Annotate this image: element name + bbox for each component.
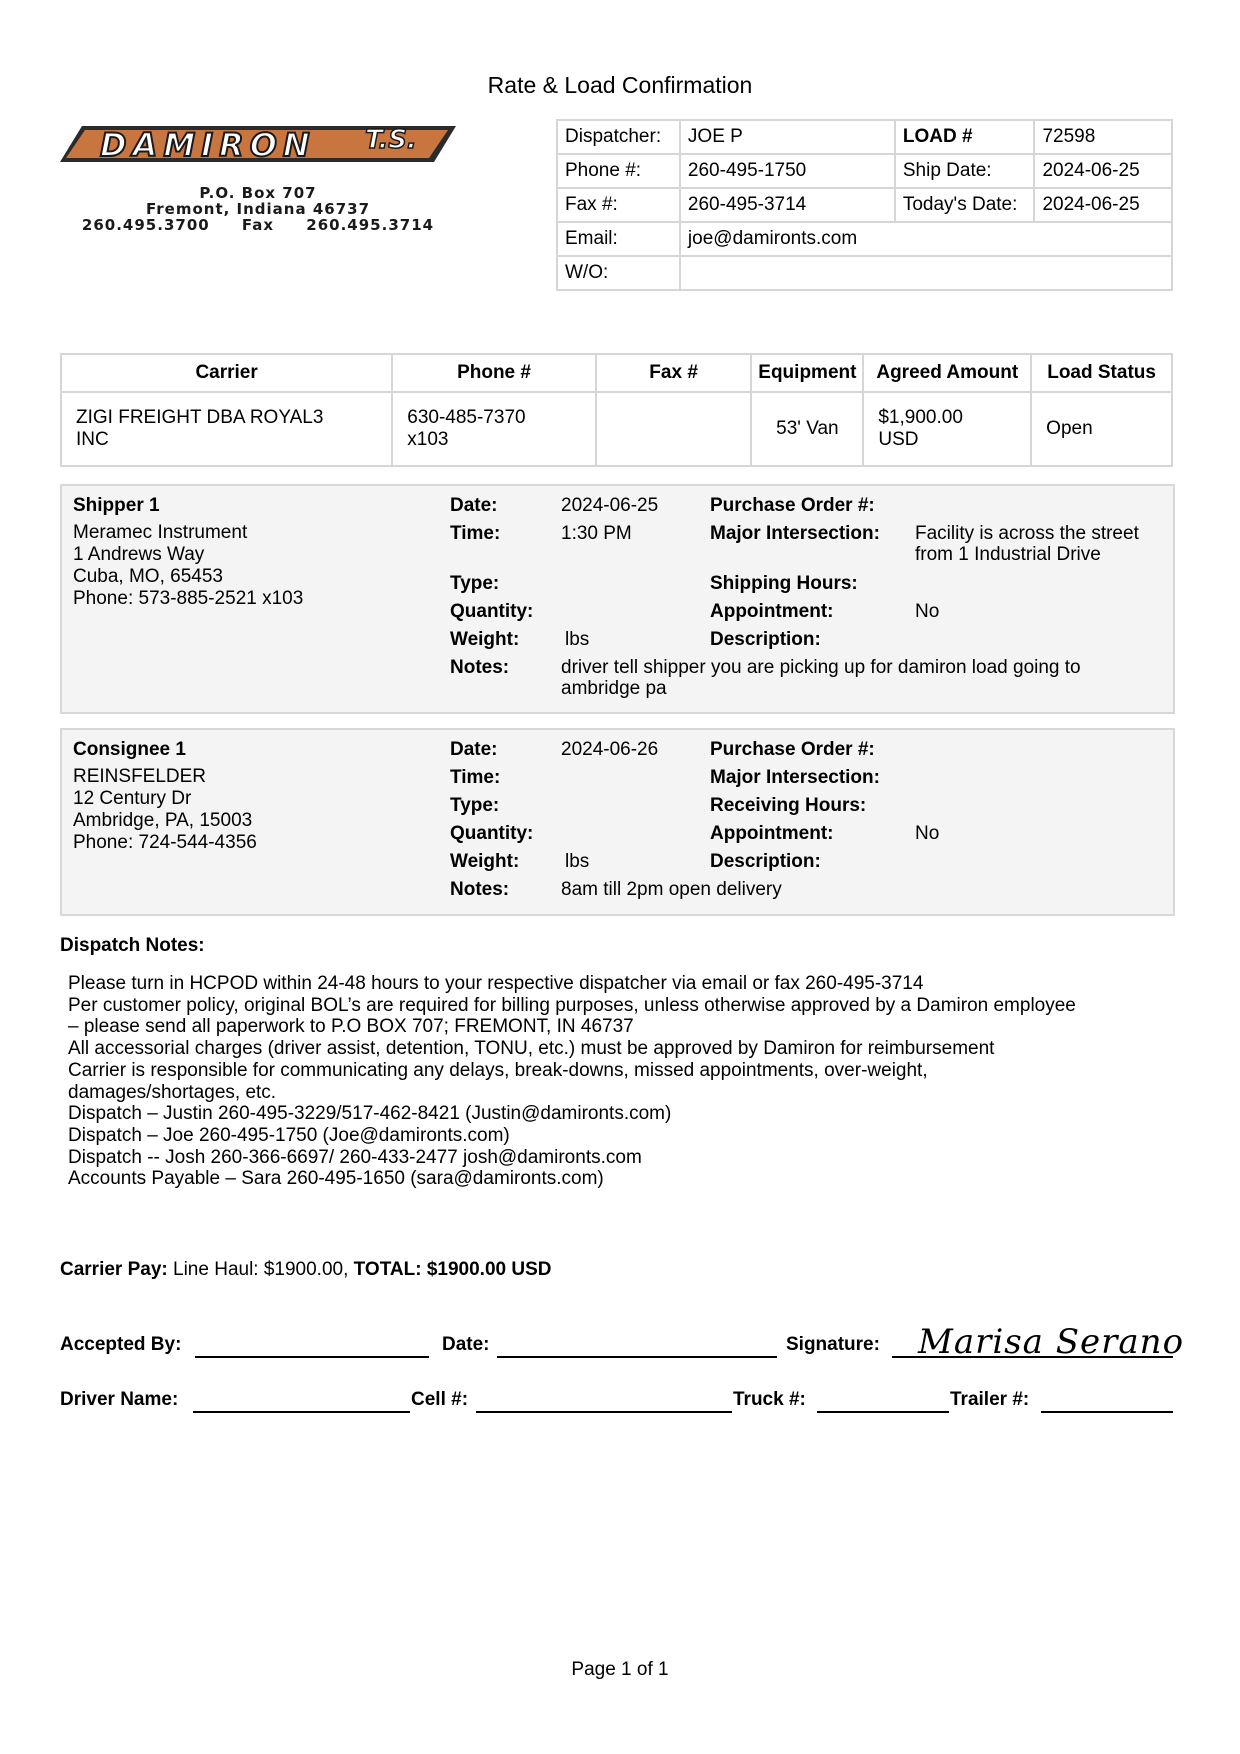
accept-date-label: Date: (442, 1334, 490, 1355)
column-header: Equipment (751, 354, 863, 392)
consignee-address (73, 766, 257, 854)
damiron-logo-icon (60, 118, 456, 184)
dispatch-note-line: Accounts Payable – Sara 260-495-1650 (sara@damironts.com) (68, 1168, 604, 1190)
consignee-date-label: Date: (450, 739, 498, 760)
shipper-notes-label: Notes: (450, 657, 510, 678)
logo-phones: 260.495.3700 Fax 260.495.3714 (81, 216, 435, 234)
dispatch-note-line: Carrier is responsible for communicating any delays, break-downs, missed appointments, over-weight, (68, 1059, 928, 1081)
shipper-weight-label: Weight: (450, 629, 520, 650)
consignee-section (60, 728, 1175, 916)
dispatch-notes-heading: Dispatch Notes: (60, 935, 205, 956)
consignee-quantity-label: Quantity: (450, 823, 534, 844)
load-status: Open (1031, 392, 1172, 466)
ship-date-value: 2024-06-25 (1034, 154, 1172, 188)
shipper-street: 1 Andrews Way (73, 544, 205, 565)
load-value: 72598 (1034, 120, 1172, 154)
dispatch-notes (68, 973, 1168, 1190)
dispatch-note-line: – please send all paperwork to P.O BOX 707; FREMONT, IN 46737 (68, 1016, 634, 1038)
shipper-section (60, 484, 1175, 714)
carrier-table (60, 353, 1173, 467)
agreed-amount-line: USD (878, 429, 919, 450)
shipper-appointment: No (915, 601, 940, 622)
carrier-table-header (61, 354, 1172, 392)
dispatch-note-line: All accessorial charges (driver assist, detention, TONU, etc.) must be approved by Damiron for reimbursement (68, 1038, 995, 1060)
trailer-field[interactable] (1041, 1411, 1173, 1413)
dispatch-note-line: Per customer policy, original BOL’s are required for billing purposes, unless otherwise approved by a Damiron employee (68, 994, 1076, 1016)
carrier-phone-line: x103 (407, 429, 449, 450)
accept-date-field[interactable] (497, 1356, 777, 1358)
shipper-phone: Phone: 573-885-2521 x103 (73, 588, 304, 609)
load-label: LOAD # (895, 120, 1035, 154)
shipper-description-label: Description: (710, 629, 821, 650)
dispatcher-info-table (556, 119, 1173, 291)
shipper-address (73, 522, 303, 610)
email-label: Email: (557, 222, 680, 256)
shipper-intersection-label: Major Intersection: (710, 523, 880, 544)
shipper-appointment-label: Appointment: (710, 601, 834, 622)
column-header: Agreed Amount (863, 354, 1031, 392)
consignee-weight-label: Weight: (450, 851, 520, 872)
column-header: Phone # (392, 354, 596, 392)
logo-po-box: P.O. Box 707 (199, 184, 317, 202)
wo-label: W/O: (557, 256, 680, 290)
dispatch-note-line: Please turn in HCPOD within 24-48 hours to your respective dispatcher via email or fax 260-495-3714 (68, 973, 924, 994)
agreed-amount (863, 392, 1031, 466)
shipper-date: 2024-06-25 (561, 495, 659, 516)
carrier-phone-line: 630-485-7370 (407, 407, 526, 428)
phone-label: Phone #: (557, 154, 680, 188)
carrier-pay-total: TOTAL: $1900.00 USD (353, 1259, 552, 1280)
signature-label: Signature: (786, 1334, 880, 1355)
receiving-hours-label: Receiving Hours: (710, 795, 867, 816)
consignee-city: Ambridge, PA, 15003 (73, 810, 253, 831)
consignee-notes: 8am till 2pm open delivery (561, 879, 782, 900)
table-row (61, 392, 1172, 466)
email-value: joe@damironts.com (680, 222, 1172, 256)
shipper-name: Meramec Instrument (73, 522, 248, 543)
shipping-hours-label: Shipping Hours: (710, 573, 858, 594)
shipper-weight-unit: lbs (565, 629, 590, 650)
shipper-notes (561, 657, 1081, 699)
shipper-intersection-line: from 1 Industrial Drive (915, 544, 1101, 565)
shipper-city: Cuba, MO, 65453 (73, 566, 223, 587)
dispatcher-value: JOE P (680, 120, 895, 154)
accepted-by-label: Accepted By: (60, 1334, 182, 1355)
dispatch-note-line: Dispatch – Justin 260-495-3229/517-462-8421 (Justin@damironts.com) (68, 1103, 672, 1125)
carrier-pay (60, 1259, 551, 1281)
line-haul: Line Haul: $1900.00, (173, 1259, 349, 1280)
company-logo (60, 118, 456, 236)
page-number: Page 1 of 1 (571, 1659, 669, 1680)
truck-label: Truck #: (733, 1389, 806, 1410)
fax-value: 260-495-3714 (680, 188, 895, 222)
shipper-time: 1:30 PM (561, 523, 632, 544)
driver-name-field[interactable] (193, 1411, 410, 1413)
column-header: Load Status (1031, 354, 1172, 392)
consignee-notes-label: Notes: (450, 879, 510, 900)
shipper-notes-line: driver tell shipper you are picking up for damiron load going to (561, 657, 1081, 678)
carrier-pay-label: Carrier Pay: (60, 1259, 168, 1280)
accepted-by-field[interactable] (195, 1356, 429, 1358)
consignee-street: 12 Century Dr (73, 788, 192, 809)
consignee-intersection-label: Major Intersection: (710, 767, 880, 788)
consignee-po-label: Purchase Order #: (710, 739, 875, 760)
todays-date-label: Today's Date: (895, 188, 1035, 222)
svg-text:T.S.: T.S. (365, 125, 417, 155)
logo-city: Fremont, Indiana 46737 (145, 200, 371, 218)
shipper-quantity-label: Quantity: (450, 601, 534, 622)
agreed-amount-line: $1,900.00 (878, 407, 963, 428)
column-header: Carrier (61, 354, 392, 392)
cell-field[interactable] (476, 1411, 732, 1413)
carrier-equipment: 53' Van (751, 392, 863, 466)
column-header: Fax # (596, 354, 752, 392)
wo-value (680, 256, 1172, 290)
consignee-description-label: Description: (710, 851, 821, 872)
dispatch-note-line: Dispatch – Joe 260-495-1750 (Joe@damironts.com) (68, 1124, 510, 1146)
phone-value: 260-495-1750 (680, 154, 895, 188)
carrier-phone (392, 392, 596, 466)
consignee-name: REINSFELDER (73, 766, 207, 787)
consignee-phone: Phone: 724-544-4356 (73, 832, 257, 853)
shipper-heading: Shipper 1 (73, 495, 160, 516)
fax-label: Fax #: (557, 188, 680, 222)
signature: Marisa Serano (918, 1322, 1185, 1362)
ship-date-label: Ship Date: (895, 154, 1035, 188)
carrier-name-line: ZIGI FREIGHT DBA ROYAL3 (76, 407, 324, 428)
trailer-label: Trailer #: (950, 1389, 1030, 1410)
shipper-date-label: Date: (450, 495, 498, 516)
consignee-heading: Consignee 1 (73, 739, 186, 760)
carrier-name (61, 392, 392, 466)
dispatch-note-line: damages/shortages, etc. (68, 1081, 277, 1103)
carrier-fax (596, 392, 752, 466)
shipper-type-label: Type: (450, 573, 500, 594)
carrier-name-line: INC (76, 429, 109, 450)
dispatch-note-line: Dispatch -- Josh 260-366-6697/ 260-433-2477 josh@damironts.com (68, 1146, 642, 1168)
svg-text:DAMIRON: DAMIRON (100, 126, 316, 164)
todays-date-value: 2024-06-25 (1034, 188, 1172, 222)
document-title: Rate & Load Confirmation (487, 72, 753, 98)
consignee-appointment-label: Appointment: (710, 823, 834, 844)
shipper-po-label: Purchase Order #: (710, 495, 875, 516)
shipper-intersection (915, 523, 1139, 565)
shipper-intersection-line: Facility is across the street (915, 523, 1139, 544)
truck-field[interactable] (817, 1411, 949, 1413)
dispatcher-label: Dispatcher: (557, 120, 680, 154)
shipper-time-label: Time: (450, 523, 501, 544)
consignee-type-label: Type: (450, 795, 500, 816)
consignee-appointment: No (915, 823, 940, 844)
consignee-date: 2024-06-26 (561, 739, 659, 760)
consignee-weight-unit: lbs (565, 851, 590, 872)
driver-name-label: Driver Name: (60, 1389, 179, 1410)
cell-label: Cell #: (411, 1389, 469, 1410)
shipper-notes-line: ambridge pa (561, 678, 667, 699)
consignee-time-label: Time: (450, 767, 501, 788)
